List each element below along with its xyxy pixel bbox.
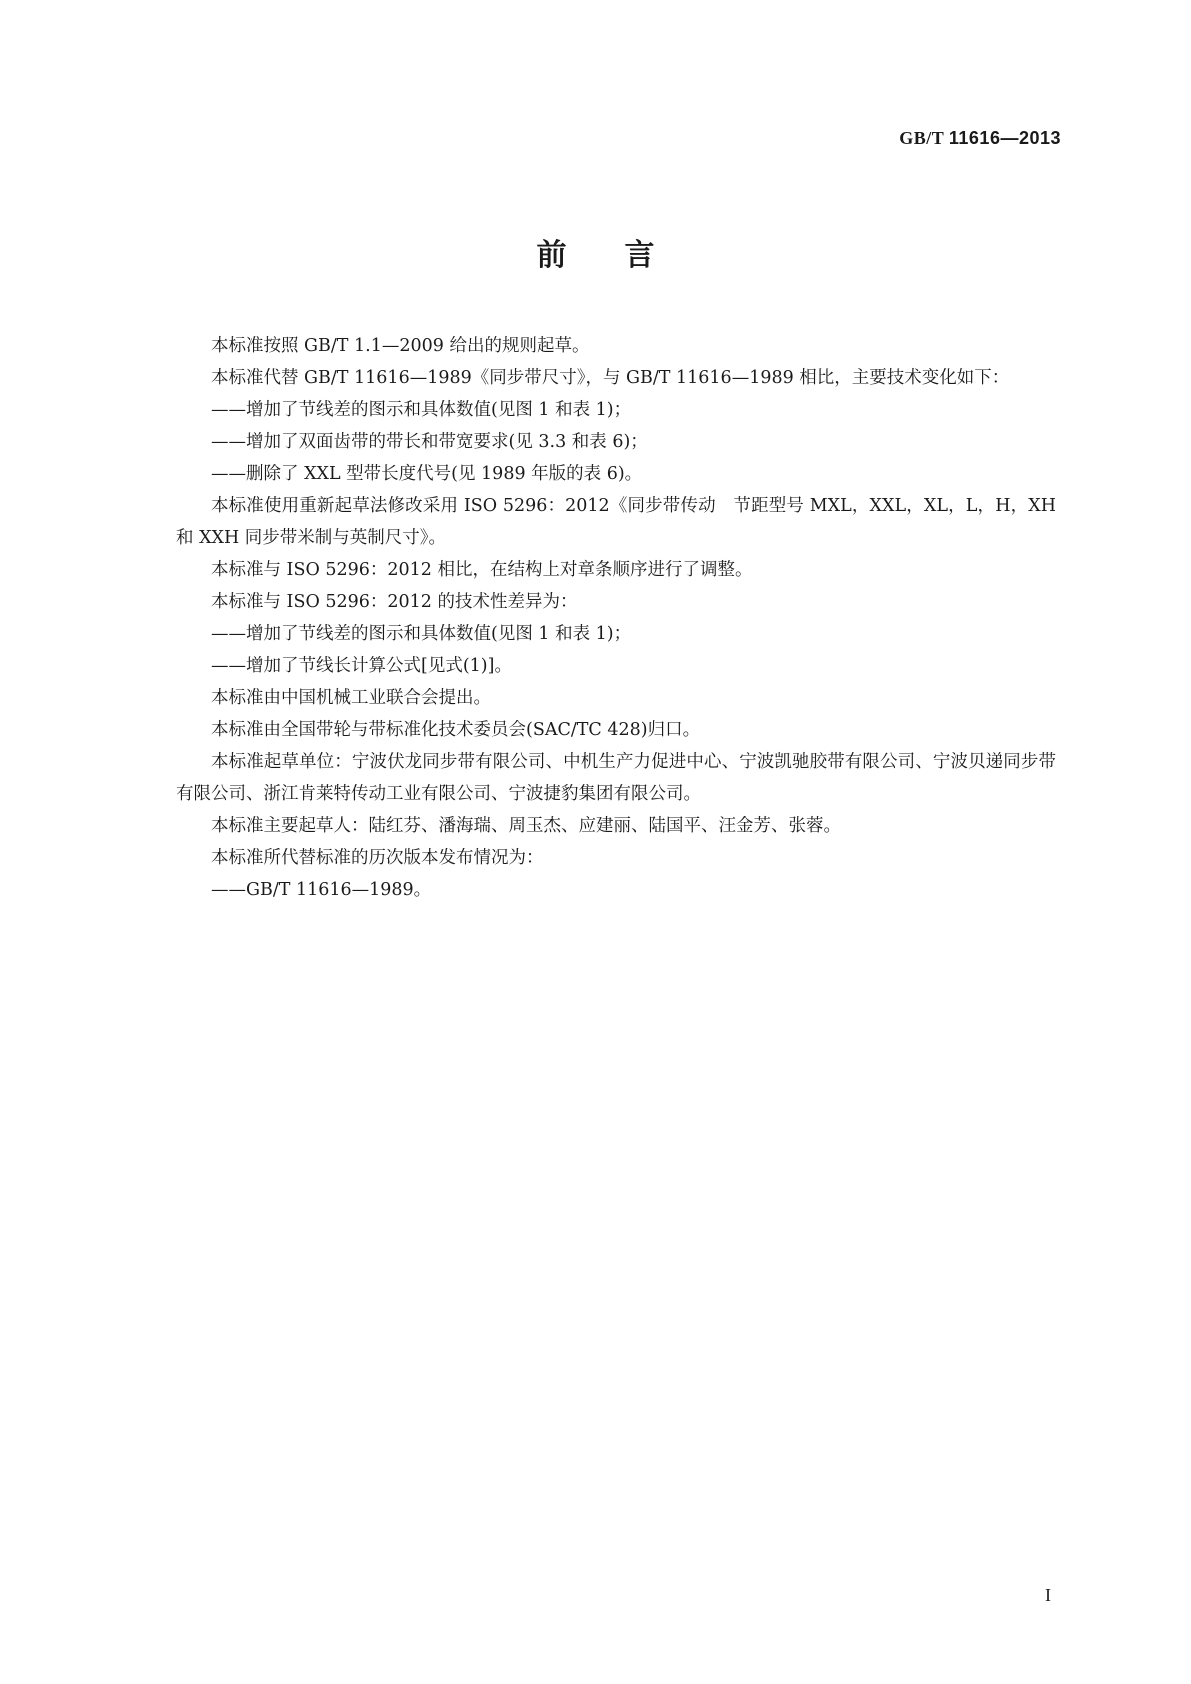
paragraph-structure: 本标准与 ISO 5296：2012 相比，在结构上对章条顺序进行了调整。	[211, 560, 753, 580]
document-body	[176, 330, 1056, 906]
list-item-difference-1: ——增加了节线差的图示和具体数值(见图 1 和表 1)；	[211, 624, 632, 644]
paragraph-previous-editions: 本标准所代替标准的历次版本发布情况为：	[211, 848, 544, 868]
list-item-change-1: ——增加了节线差的图示和具体数值(见图 1 和表 1)；	[211, 400, 632, 420]
standard-number: 11616—2013	[948, 128, 1061, 148]
list-item-difference-2: ——增加了节线长计算公式[见式(1)]。	[211, 656, 512, 676]
list-item-change-3: ——删除了 XXL 型带长度代号(见 1989 年版的表 6)。	[211, 464, 643, 484]
standard-prefix: GB/T	[899, 128, 944, 148]
page-title: 前言	[536, 238, 713, 273]
paragraph-drafters: 本标准主要起草人：陆红芬、潘海瑞、周玉杰、应建丽、陆国平、汪金芳、张蓉。	[211, 816, 841, 836]
paragraph-technical-differences: 本标准与 ISO 5296：2012 的技术性差异为：	[211, 592, 578, 612]
paragraph-centralized-by: 本标准由全国带轮与带标准化技术委员会(SAC/TC 428)归口。	[211, 720, 701, 740]
paragraph-replaces: 本标准代替 GB/T 11616—1989《同步带尺寸》，与 GB/T 11616—1989 相比，主要技术变化如下：	[211, 368, 1010, 388]
paragraph-drafting-units: 本标准起草单位：宁波伏龙同步带有限公司、中机生产力促进中心、宁波凯驰胶带有限公司、宁波贝递同步带有限公司、浙江肯莱特传动工业有限公司、宁波捷豹集团有限公司。	[176, 752, 1056, 804]
list-item-change-2: ——增加了双面齿带的带长和带宽要求(见 3.3 和表 6)；	[211, 432, 648, 452]
standard-code	[899, 128, 1061, 149]
list-item-previous-edition: ——GB/T 11616—1989。	[211, 880, 432, 900]
paragraph-drafting-rules: 本标准按照 GB/T 1.1—2009 给出的规则起草。	[211, 336, 590, 356]
paragraph-proposed-by: 本标准由中国机械工业联合会提出。	[211, 688, 491, 708]
page-number: I	[1045, 1585, 1051, 1605]
paragraph-adoption: 本标准使用重新起草法修改采用 ISO 5296：2012《同步带传动 节距型号 MXL，XXL，XL，L，H，XH 和 XXH 同步带米制与英制尺寸》。	[176, 496, 1056, 548]
